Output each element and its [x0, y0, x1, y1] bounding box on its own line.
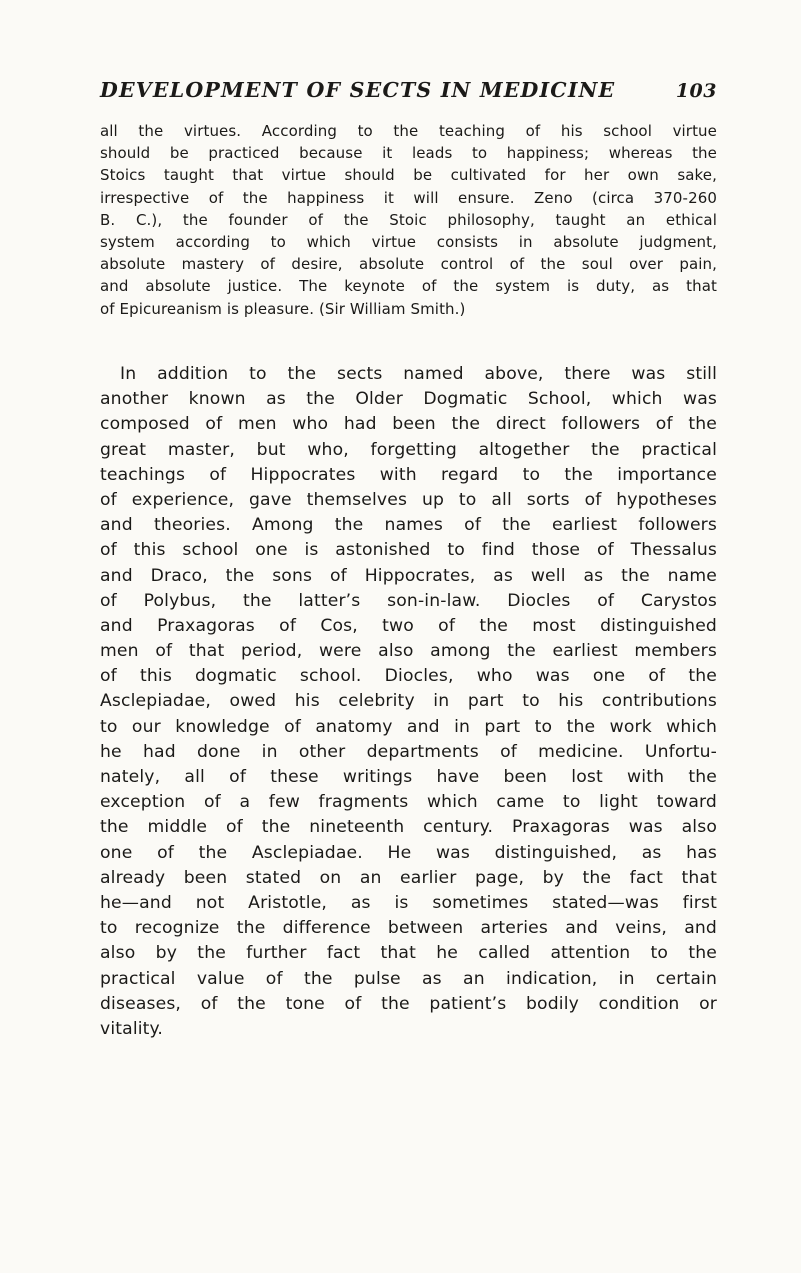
running-head-title: DEVELOPMENT OF SECTS IN MEDICINE [100, 78, 616, 102]
text-line: he had done in other departments of medicine. Unfortu- [100, 741, 717, 762]
text-line: nately, all of these writings have been lost with the [100, 767, 717, 787]
text-line: and theories. Among the names of the earliest followers [100, 515, 717, 536]
text-line: vitality. [100, 1018, 164, 1039]
text-line: exception of a few fragments which came to light toward [100, 792, 717, 813]
text-line: another known as the Older Dogmatic School, which was [100, 389, 717, 410]
text-line: Asclepiadae, owed his celebrity in part to his contributions [100, 691, 717, 712]
text-line: men of that period, were also among the earliest members [100, 641, 717, 662]
text-line: Stoics taught that virtue should be cultivated for her own sake, [100, 166, 717, 185]
text-line: to our knowledge of anatomy and in part to the work which [100, 716, 717, 737]
text-line: and Draco, the sons of Hippocrates, as well as the name [100, 565, 717, 586]
text-line: practical value of the pulse as an indication, in certain [100, 968, 717, 989]
text-line: diseases, of the tone of the patient’s bodily condition or [100, 993, 717, 1014]
text-line: also by the further fact that he called attention to the [100, 943, 717, 964]
text-line: one of the Asclepiadae. He was distinguished, as has [100, 842, 717, 863]
text-line: of experience, gave themselves up to all sorts of hypotheses [100, 489, 717, 510]
text-line: of this dogmatic school. Diocles, who was one of the [100, 666, 717, 687]
text-line: system according to which virtue consists in absolute judgment, [100, 232, 717, 251]
text-line: B. C.), the founder of the Stoic philosophy, taught an ethical [100, 210, 717, 229]
paragraph-1 [100, 120, 717, 320]
text-line: and Praxagoras of Cos, two of the most distinguished [100, 615, 717, 636]
text-line: already been stated on an earlier page, by the fact that [100, 867, 717, 888]
text-line: irrespective of the happiness it will ensure. Zeno (circa 370-260 [100, 188, 717, 207]
page-number: 103 [675, 80, 717, 102]
text-line: of this school one is astonished to find those of Thessalus [100, 540, 717, 561]
paragraph-2 [100, 362, 717, 1042]
text-line: he—and not Aristotle, as is sometimes stated—was first [100, 892, 717, 913]
text-line: of Polybus, the latter’s son-in-law. Diocles of Carystos [100, 590, 717, 611]
text-line: composed of men who had been the direct followers of the [100, 414, 717, 435]
text-line: and absolute justice. The keynote of the system is duty, as that [100, 277, 717, 296]
text-line: teachings of Hippocrates with regard to the importance [100, 464, 717, 485]
running-head [100, 78, 717, 108]
text-line: should be practiced because it leads to happiness; whereas the [100, 144, 717, 163]
text-line: the middle of the nineteenth century. Praxagoras was also [100, 817, 717, 838]
text-line: absolute mastery of desire, absolute control of the soul over pain, [100, 255, 717, 274]
text-line: In addition to the sects named above, there was still [120, 364, 717, 384]
text-line: to recognize the difference between arteries and veins, and [100, 918, 717, 939]
text-line: all the virtues. According to the teaching of his school virtue [100, 122, 717, 140]
text-line: of Epicureanism is pleasure. (Sir William Smith.) [100, 299, 466, 318]
text-line: great master, but who, forgetting altogether the practical [100, 439, 717, 460]
